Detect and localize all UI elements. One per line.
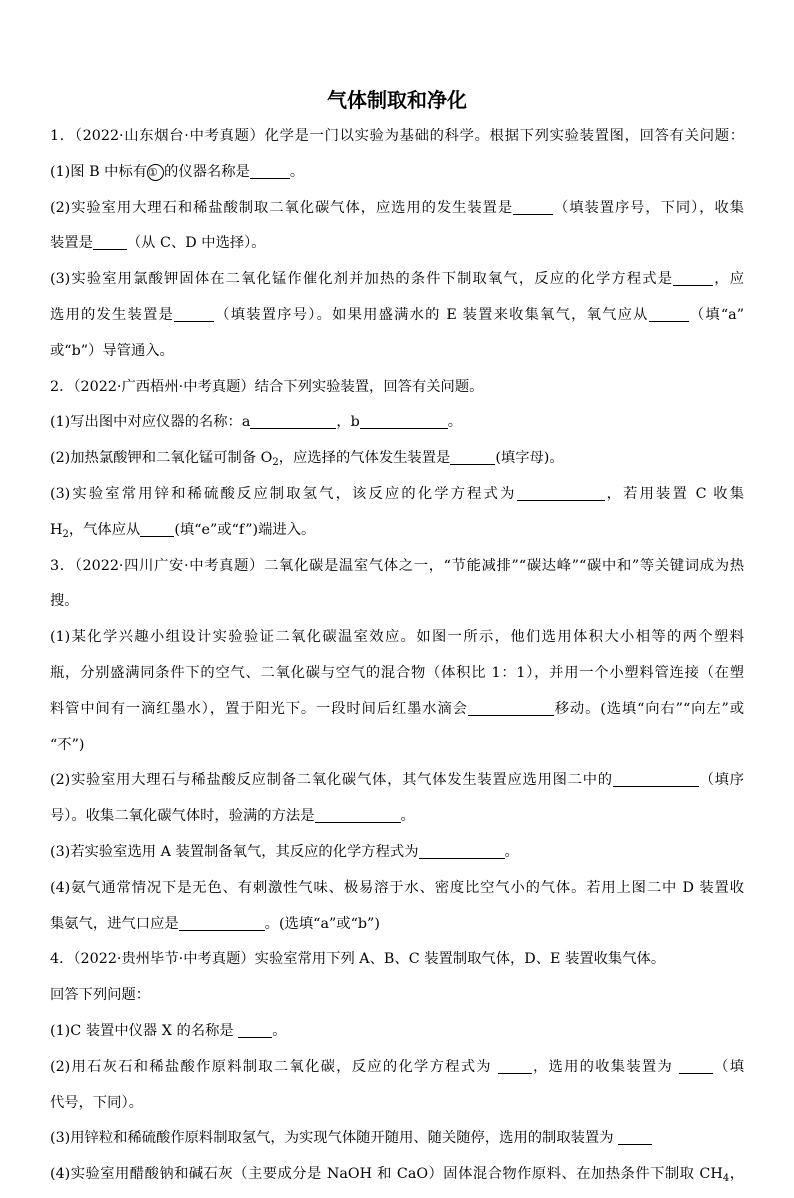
q4-part2-line1: (2)用石灰石和稀盐酸作原料制取二氧化碳，反应的化学方程式为 ，选用的收集装置为 （填 [50,1058,745,1075]
answer-blank[interactable] [315,807,401,823]
q1-part3-line1: (3)实验室用氯酸钾固体在二氧化锰作催化剂并加热的条件下制取氧气，反应的化学方程式是 ，应 [50,271,744,288]
answer-blank[interactable] [679,1058,713,1074]
answer-blank[interactable] [673,270,713,286]
q4-header-line2: 回答下列问题： [50,987,151,1004]
answer-blank[interactable] [468,700,554,716]
q3-part1-line2: 瓶，分别盛满同条件下的空气、二氧化碳与空气的混合物（体积比 1：1），并用一个小塑料管连接（在塑 [50,664,744,681]
circled-number-1: ① [147,164,164,181]
q4-part1: (1)C 装置中仪器 X 的名称是 。 [50,1022,287,1039]
answer-blank[interactable] [174,306,214,322]
question-list [50,124,744,1198]
answer-blank[interactable] [238,1022,272,1038]
q3-part1-line1: (1)某化学兴趣小组设计实验验证二氧化碳温室效应。如图一所示，他们选用体积大小相等的两个塑料 [50,629,744,646]
q1-part2-line2: 装置是 （从 C、D 中选择）。 [50,235,266,252]
q2-part3-line2: $H_2$，气体应从 (填“e”或“f”)端进入。 [50,521,316,540]
q1-part2-line1: (2)实验室用大理石和稀盐酸制取二氧化碳气体，应选用的发生装置是 （填装置序号，下同），收集 [50,199,744,216]
q1-part3-line2: 选用的发生装置是 （填装置序号）。如果用盛满水的 E 装置来收集氧气，氧气应从 （填“a” [50,306,744,323]
answer-blank[interactable] [250,163,290,179]
page-title: 气体制取和净化 [327,88,467,112]
answer-blank[interactable] [450,449,495,465]
q3-part1-line3: 料管中间有一滴红墨水），置于阳光下。一段时间后红墨水滴会 移动。(选填“向右”“向左”或 [50,700,744,717]
q3-part1-line4: “不”) [50,736,85,753]
q3-part3: (3)若实验室选用 A 装置制备氧气，其反应的化学方程式为 。 [50,843,519,860]
answer-blank[interactable] [140,521,174,537]
q2-part3-line1: (3)实验室常用锌和稀硫酸反应制取氢气，该反应的化学方程式为 ，若用装置 C 收集 [50,485,745,502]
answer-blank[interactable] [419,843,505,859]
answer-blank[interactable] [93,234,127,250]
answer-blank[interactable] [517,485,605,501]
q4-part2-line2: 代号，下同）。 [50,1094,143,1111]
q3-header-line2: 搜。 [50,593,79,610]
q3-part2-line1: (2)实验室用大理石与稀盐酸反应制备二氧化碳气体，其气体发生装置应选用图二中的 （填序 [50,772,745,789]
answer-blank[interactable] [649,306,689,322]
answer-blank[interactable] [360,413,448,429]
q2-header: 2．（2022·广西梧州·中考真题）结合下列实验装置，回答有关问题。 [50,378,484,395]
answer-blank[interactable] [498,1058,532,1074]
answer-blank[interactable] [513,199,553,215]
q1-part3-line3: 或“b”）导管通入。 [50,342,174,359]
q3-part2-line2: 号）。收集二氧化碳气体时，验满的方法是 。 [50,808,415,825]
q2-part1: (1)写出图中对应仪器的名称：a ，b 。 [50,414,463,431]
q4-part3: (3)用锌粒和稀硫酸作原料制取氢气，为实现气体随开随用、随关随停，选用的制取装置为 [50,1126,744,1150]
answer-blank[interactable] [179,915,265,931]
answer-blank[interactable] [613,771,699,787]
q1-header: 1．（2022·山东烟台·中考真题）化学是一门以实验为基础的科学。根据下列实验装置图，回答有关问题： [50,128,744,144]
answer-blank[interactable] [618,1129,652,1145]
q3-header-line1: 3．（2022·四川广安·中考真题）二氧化碳是温室气体之一，“节能减排”“碳达峰”“碳中和”等关键词成为热 [50,557,744,574]
answer-blank[interactable] [250,413,336,429]
q3-part4-line1: (4)氨气通常情况下是无色、有刺激性气味、极易溶于水、密度比空气小的气体。若用上图二中 D 装置收 [50,879,744,896]
q3-part4-line2: 集氨气，进气口应是 。(选填“a”或“b”) [50,915,380,932]
q4-part4: (4)实验室用醋酸钠和碱石灰（主要成分是 NaOH 和 CaO）固体混合物作原料、在加热条件下制取 $CH_4$， [50,1166,744,1185]
q2-part2: (2)加热氯酸钾和二氧化锰可制备 $O_2$，应选择的气体发生装置是 (填字母)。 [50,450,564,469]
q4-header-line1: 4．（2022·贵州毕节·中考真题）实验室常用下列 A、B、C 装置制取气体，D、E 装置收集气体。 [50,951,666,968]
q1-part1: (1)图 B 中标有① 的仪器名称是 。 [50,163,305,180]
